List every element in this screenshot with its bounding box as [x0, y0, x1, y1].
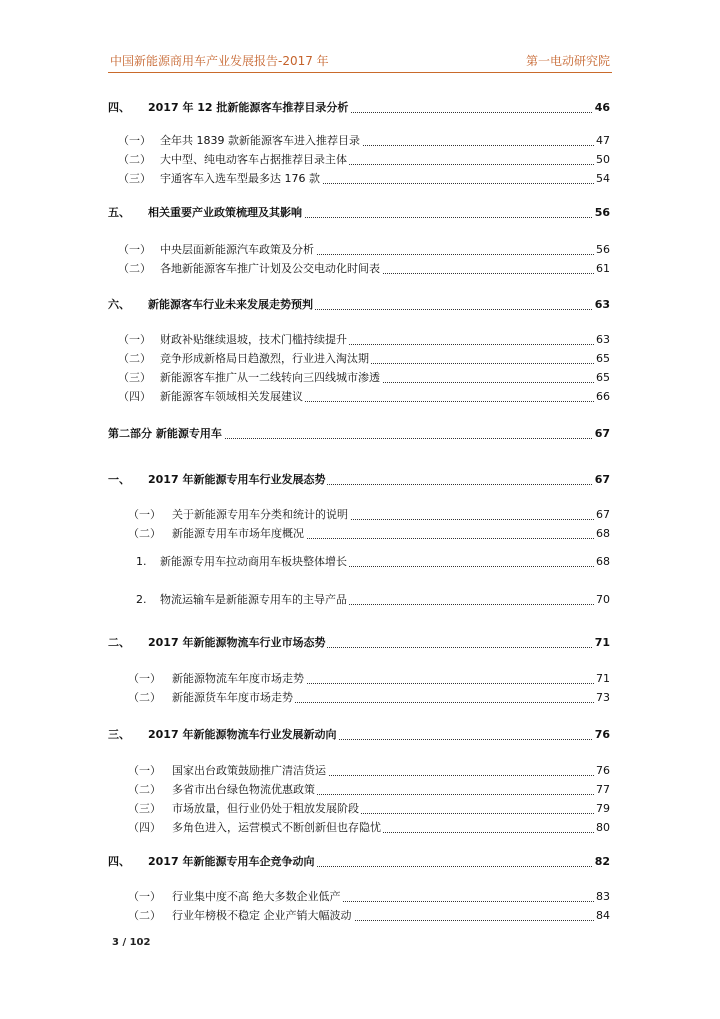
- toc-title: 全年共 1839 款新能源客车进入推荐目录: [160, 134, 360, 147]
- toc-title: 国家出台政策鼓励推广清洁货运: [172, 764, 326, 777]
- toc-number: （二）: [128, 527, 161, 540]
- toc-entry[interactable]: [108, 205, 610, 221]
- toc-entry[interactable]: [108, 554, 610, 570]
- toc-page: 80: [596, 821, 610, 834]
- toc-number: （二）: [128, 783, 161, 796]
- toc-title: 竞争形成新格局日趋激烈，行业进入淘汰期: [160, 352, 369, 365]
- toc-page: 47: [596, 134, 610, 147]
- toc-page: 67: [596, 508, 610, 521]
- toc-number: （二）: [118, 262, 151, 275]
- toc-title: 行业年榜极不稳定 企业产销大幅波动: [172, 909, 352, 922]
- toc-number: （一）: [128, 672, 161, 685]
- toc-page: 68: [596, 555, 610, 568]
- toc-number: （四）: [128, 821, 161, 834]
- toc-page: 54: [596, 172, 610, 185]
- toc-page: 61: [596, 262, 610, 275]
- toc-page: 82: [594, 855, 610, 868]
- toc-entry[interactable]: [108, 889, 610, 905]
- toc-title: 多角色进入，运营模式不断创新但也存隐忧: [172, 821, 381, 834]
- toc-entry[interactable]: [108, 763, 610, 779]
- toc-page: 73: [596, 691, 610, 704]
- toc-entry[interactable]: [108, 690, 610, 706]
- toc-title: 中央层面新能源汽车政策及分析: [160, 243, 314, 256]
- toc-title: 市场放量，但行业仍处于粗放发展阶段: [172, 802, 359, 815]
- toc-page: 67: [594, 473, 610, 486]
- toc-number: （二）: [128, 909, 161, 922]
- toc-page: 50: [596, 153, 610, 166]
- toc-number: （一）: [128, 890, 161, 903]
- toc-number: （一）: [118, 134, 151, 147]
- toc-title: 新能源客车行业未来发展走势预判: [148, 298, 313, 311]
- toc-entry[interactable]: [108, 727, 610, 743]
- toc-number: （二）: [128, 691, 161, 704]
- toc-title: 财政补贴继续退坡，技术门槛持续提升: [160, 333, 347, 346]
- toc-page: 68: [596, 527, 610, 540]
- toc-number: 四、: [108, 101, 130, 114]
- toc-entry[interactable]: [108, 261, 610, 277]
- toc-number: 五、: [108, 206, 130, 219]
- toc-page: 84: [596, 909, 610, 922]
- toc-number: （三）: [118, 371, 151, 384]
- toc-page: 71: [594, 636, 610, 649]
- toc-title: 新能源货车年度市场走势: [172, 691, 293, 704]
- toc-entry[interactable]: [108, 507, 610, 523]
- toc-title: 2017 年新能源专用车行业发展态势: [148, 473, 326, 486]
- toc-number: （一）: [118, 333, 151, 346]
- toc-entry[interactable]: [108, 351, 610, 367]
- toc-page: 56: [596, 243, 610, 256]
- toc-entry[interactable]: [108, 297, 610, 313]
- toc-number: （二）: [118, 153, 151, 166]
- toc-page: 63: [596, 333, 610, 346]
- toc-page: 65: [596, 371, 610, 384]
- toc-entry[interactable]: [108, 671, 610, 687]
- toc-entry[interactable]: [108, 801, 610, 817]
- toc-entry[interactable]: [108, 389, 610, 405]
- toc-entry[interactable]: [108, 592, 610, 608]
- toc-entry-part[interactable]: [108, 426, 610, 442]
- toc-page: 65: [596, 352, 610, 365]
- toc-number: （一）: [128, 508, 161, 521]
- toc-number: （二）: [118, 352, 151, 365]
- toc-title: 关于新能源专用车分类和统计的说明: [172, 508, 348, 521]
- toc-number: （一）: [128, 764, 161, 777]
- toc-title: 物流运输车是新能源专用车的主导产品: [160, 593, 347, 606]
- toc-title: 2017 年新能源专用车企竞争动向: [148, 855, 315, 868]
- toc-entry[interactable]: [108, 782, 610, 798]
- toc-entry[interactable]: [108, 472, 610, 488]
- page-indicator: 3 / 102: [112, 937, 151, 948]
- toc-page: 66: [596, 390, 610, 403]
- toc-number: （三）: [118, 172, 151, 185]
- toc-page: 71: [596, 672, 610, 685]
- toc-entry[interactable]: [108, 908, 610, 924]
- toc-page: 76: [596, 764, 610, 777]
- toc-number: 1.: [136, 555, 147, 568]
- publisher-name: 第一电动研究院: [525, 54, 610, 68]
- toc-entry[interactable]: [108, 152, 610, 168]
- toc-title: 宇通客车入选车型最多达 176 款: [160, 172, 320, 185]
- toc-title: 2017 年新能源物流车行业发展新动向: [148, 728, 337, 741]
- toc-entry[interactable]: [108, 526, 610, 542]
- toc-number: （四）: [118, 390, 151, 403]
- toc-page: 70: [596, 593, 610, 606]
- toc-title: 新能源专用车拉动商用车板块整体增长: [160, 555, 347, 568]
- toc-title: 新能源客车推广从一二线转向三四线城市渗透: [160, 371, 380, 384]
- toc-page: 77: [596, 783, 610, 796]
- toc-entry[interactable]: [108, 370, 610, 386]
- toc-title: 相关重要产业政策梳理及其影响: [148, 206, 302, 219]
- toc-number: 二、: [108, 636, 130, 649]
- toc-number: 2.: [136, 593, 147, 606]
- toc-title: 多省市出台绿色物流优惠政策: [172, 783, 315, 796]
- toc-page: 63: [594, 298, 610, 311]
- toc-entry[interactable]: [108, 332, 610, 348]
- toc-page: 79: [596, 802, 610, 815]
- toc-title: 新能源物流车年度市场走势: [172, 672, 304, 685]
- toc-number: （三）: [128, 802, 161, 815]
- toc-title: 第二部分 新能源专用车: [108, 427, 222, 440]
- toc-number: 六、: [108, 298, 130, 311]
- toc-page: 67: [594, 427, 610, 440]
- toc-number: 一、: [108, 473, 130, 486]
- toc-number: 三、: [108, 728, 130, 741]
- toc-title: 各地新能源客车推广计划及公交电动化时间表: [160, 262, 380, 275]
- toc-number: 四、: [108, 855, 130, 868]
- toc-entry[interactable]: [108, 854, 610, 870]
- toc-page: 56: [594, 206, 610, 219]
- toc-number: （一）: [118, 243, 151, 256]
- report-title: 中国新能源商用车产业发展报告-2017 年: [110, 54, 329, 68]
- toc-entry[interactable]: [108, 133, 610, 149]
- toc-entry[interactable]: [108, 635, 610, 651]
- toc-title: 大中型、纯电动客车占据推荐目录主体: [160, 153, 347, 166]
- toc-page: 83: [596, 890, 610, 903]
- toc-title: 新能源客车领域相关发展建议: [160, 390, 303, 403]
- toc-page: 46: [594, 101, 610, 114]
- toc-title: 行业集中度不高 绝大多数企业低产: [172, 890, 341, 903]
- toc-title: 2017 年 12 批新能源客车推荐目录分析: [148, 101, 349, 114]
- toc-page: 76: [594, 728, 610, 741]
- toc-entry[interactable]: [108, 171, 610, 187]
- toc-entry[interactable]: [108, 100, 610, 116]
- toc-title: 新能源专用车市场年度概况: [172, 527, 304, 540]
- toc-entry[interactable]: [108, 242, 610, 258]
- toc-title: 2017 年新能源物流车行业市场态势: [148, 636, 326, 649]
- toc-entry[interactable]: [108, 820, 610, 836]
